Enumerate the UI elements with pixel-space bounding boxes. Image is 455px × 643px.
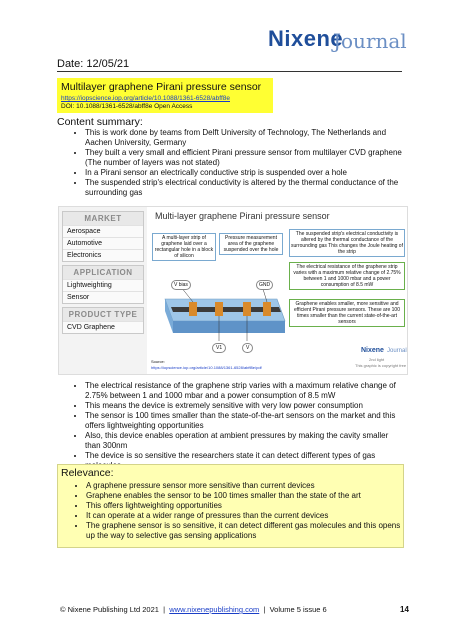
mini-note: 2nd light [369,357,385,362]
label-gnd: GND [256,280,273,290]
figure-source-link[interactable]: https://iopscience.iop.org/article/10.1088/1361-6528/abff8e/pdf [151,365,262,370]
footer-volume: Volume 5 issue 6 [269,605,327,614]
relevance-bullet: • It can operate at a wider range of pressures than the current devices [86,511,403,521]
mini-brand: Nixene [361,347,384,354]
callout-conductivity: The suspended strip's electrical conductivity is altered by the thermal conductance of the surrounding gas This changes the Joule heating of the strip [289,229,405,257]
figure-title: Multi-layer graphene Pirani pressure sensor [155,211,330,221]
application-heading: APPLICATION [73,268,133,277]
category-sidebar [59,207,147,374]
brand-name: Nixene [268,26,344,51]
application-section [62,265,144,304]
footer-website-link[interactable]: www.nixenepublishing.com [169,605,260,614]
mini-copyright: This graphic is copyright free [355,363,407,368]
relevance-bullet: • A graphene pressure sensor more sensitive than current devices [86,481,403,491]
callout-sensitive: Graphene enables smaller, more sensitive and efficient Pirani pressure sensors. These are 100 times smaller than the current state-of-the-art sensors [289,299,405,327]
article-url-link[interactable]: https://iopscience.iop.org/article/10.1088/1361-6528/abff8e [61,95,230,102]
label-vbias: V bias [171,280,191,290]
market-heading: MARKET [84,214,122,223]
brand-journal: Journal [333,29,407,53]
article-title-box [57,78,273,113]
summary-bullet: • They built a very small and efficient Pirani pressure sensor from multilayer CVD graphene (The number of layers was not stated) [85,148,402,168]
date-line: Date: 12/05/21 [57,58,402,72]
product-type-heading: PRODUCT TYPE [68,310,138,319]
market-section [62,211,144,262]
relevance-box [57,464,404,548]
callout-strip: A multi-layer strip of graphene laid over a rectangular hole in a block of silicon [152,233,216,261]
detail-bullet: • The device is so sensitive the researchers state it can detect different types of gas [85,451,402,471]
callout-resistance: The electrical resistance of the graphene strip varies with a maximum relative change of 2.75% between 1 and 1000 mbar and a power consumption of 8.5 mW [289,262,405,290]
content-summary-heading: Content summary: [57,116,143,128]
footer [60,605,327,614]
footer-separator: | [163,605,166,614]
callout-area: Pressure measurement area of the graphene suspended over the hole [219,233,283,255]
summary-bullet: • This is work done by teams from Delft University of Technology, The Netherlands and Aachen University, Germany [85,128,402,148]
electrode-pad [215,302,223,316]
page-number: 14 [400,605,409,614]
detail-bullet: • Also, this device enables operation at ambient pressures by making the cavity smaller than 300nm [85,431,402,451]
footer-separator: | [263,605,266,614]
product-type-item: CVD Graphene [63,321,143,333]
silicon-front-face [173,321,285,333]
label-v2: V [242,343,253,353]
article-doi: DOI: 10.1088/1361-6528/abff8e Open Access [61,103,193,110]
article-title: Multilayer graphene Pirani pressure sensor [61,81,262,93]
relevance-heading: Relevance: [61,467,114,479]
mini-brand-journal: Journal [387,348,407,354]
market-item: Aerospace [63,225,143,237]
footer-copyright: © Nixene Publishing Ltd 2021 [60,605,159,614]
electrode-pad [243,302,251,316]
relevance-bullet: • The graphene sensor is so sensitive, it can detect different gas molecules and this opens up the way to selective gas sensing applications [86,521,403,541]
market-item: Electronics [63,249,143,261]
content-summary [57,116,402,198]
label-v1: V1 [212,343,226,353]
relevance-bullet: • This offers lightweighting opportunities [86,501,403,511]
application-item: Lightweighting [63,279,143,291]
detail-bullet: • The electrical resistance of the graphene strip varies with a maximum relative change of 2.75% between 1 and 1000 mbar and a power consumption of 8.5 mW [85,381,402,401]
application-item: Sensor [63,291,143,303]
figure-source-label: Source: [151,359,165,364]
infographic-figure [58,206,408,375]
product-type-section [62,307,144,334]
electrode-pad [189,302,197,316]
detail-bullet: • This means the device is extremely sensitive with very low power consumption [85,401,402,411]
market-item: Automotive [63,237,143,249]
summary-bullet: • In a Pirani sensor an electrically conductive strip is suspended over a hole [85,168,402,178]
summary-bullet: • The suspended strip's electrical conductivity is altered by the thermal conductance of the surrounding gas [85,178,402,198]
details-section [57,381,402,471]
electrode-pad [263,302,271,316]
detail-bullet: • The sensor is 100 times smaller than the state-of-the-art sensors on the market and this offers lightweighting opportunities [85,411,402,431]
relevance-bullet: • Graphene enables the sensor to be 100 times smaller than the state of the art [86,491,403,501]
